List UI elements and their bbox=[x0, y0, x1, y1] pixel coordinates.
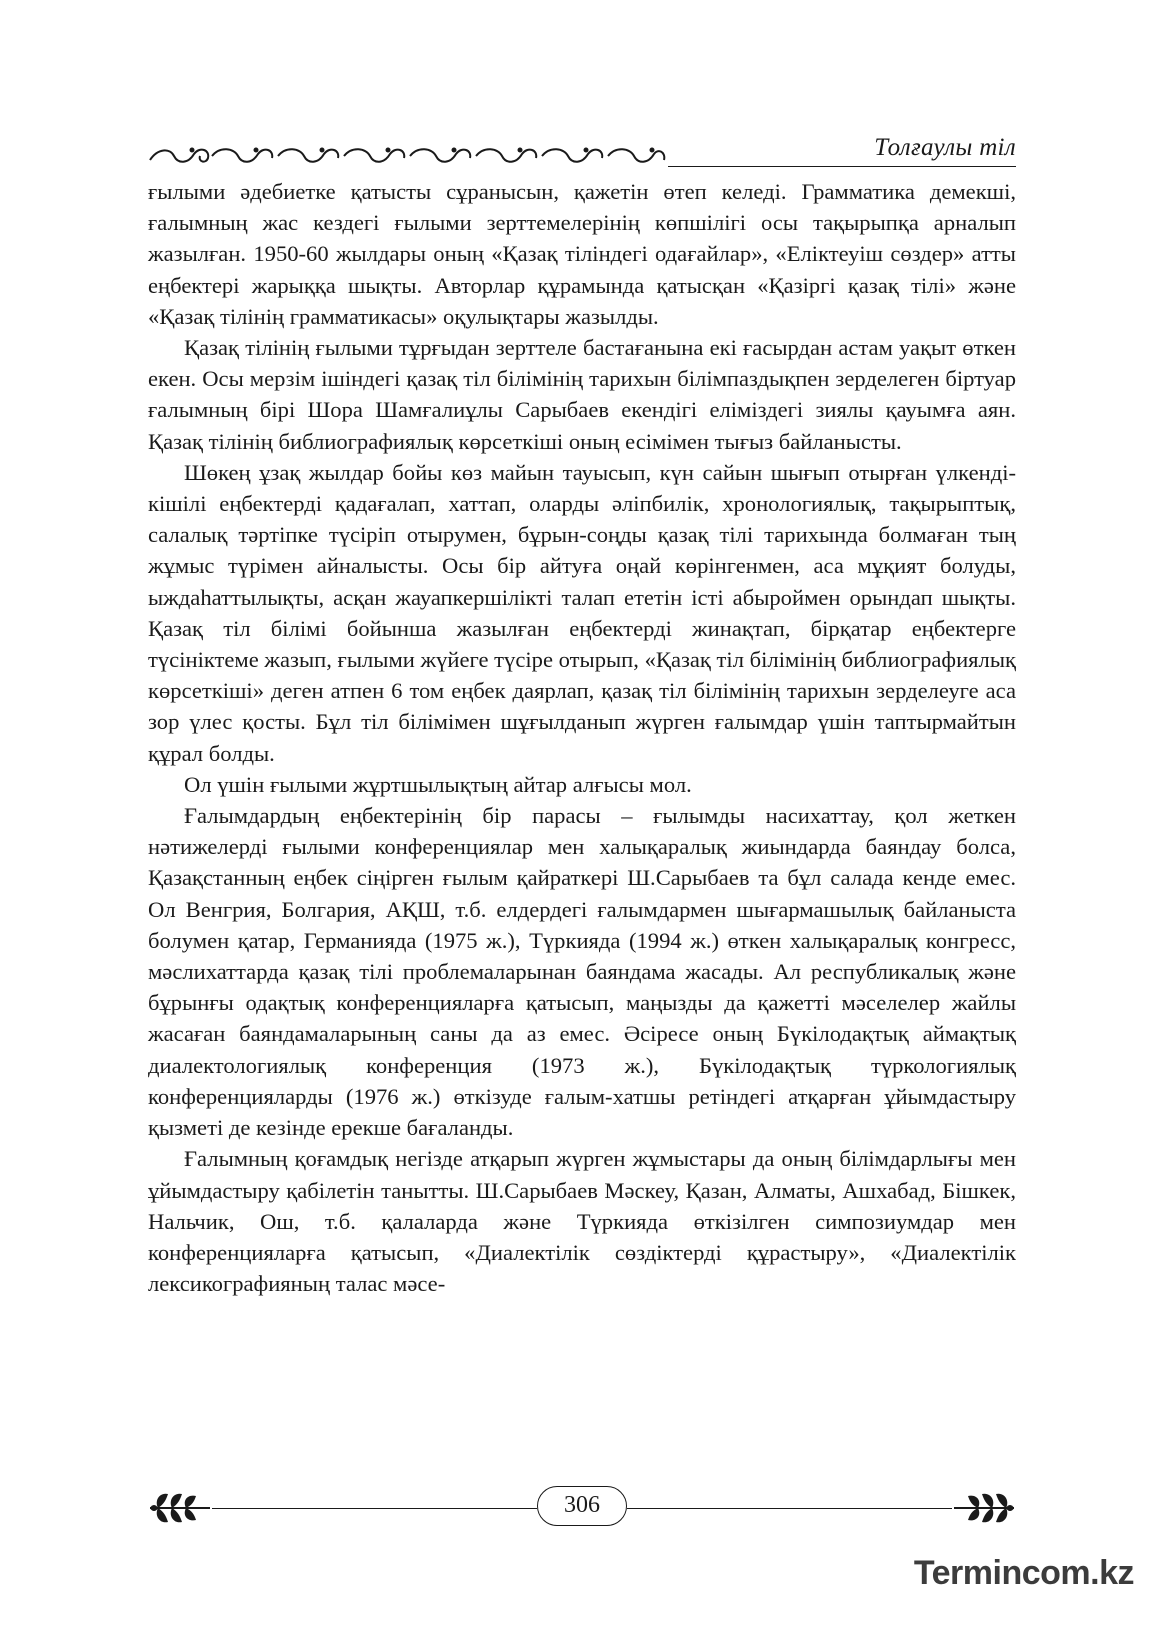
paragraph: Ғалымның қоғамдық негізде атқарып жүрген жұмыстары да оның білімдарлығы мен ұйымдастыру қабілетін танытты. Ш.Сарыбаев Мәскеу, Қазан, Алматы, Ашхабад, Бішкек, Нальчик, Ош, т.б. қалаларда және Түркияда өткізілген симпозиумдар мен конференцияларға қатысып, «Диалектілік сөздіктерді құрастыру», «Диалектілік лексикографияның талас мәсе- bbox=[148, 1146, 1016, 1297]
watermark-logo: Termincom.kz bbox=[913, 1554, 1134, 1592]
body-text bbox=[148, 176, 1016, 1299]
running-title: Толғаулы тіл bbox=[874, 134, 1016, 161]
footer-rule bbox=[627, 1508, 952, 1509]
scroll-ornament-icon bbox=[148, 142, 668, 168]
footer-rule bbox=[212, 1508, 537, 1509]
paragraph: Шөкең ұзақ жылдар бойы көз майын тауысып, күн сайын шығып отырған үлкенді-кішілі еңбектерді қадағалап, хаттап, оларды әліпбилік, хронологиялық, тақырыптық, салалық тәртіпке түсіріп отырумен, бұрын-соңды қазақ тілі тарихында болмаған тың жұмыс түрімен айналысты. Осы бір айтуға оңай көрінгенмен, аса мұқият болуды, ыждаһаттылықты, асқан жауапкершілікті талап ететін істі абыроймен орындап шықты. Қазақ тіл білімі бойынша жазылған еңбектерді жинақтап, бірқатар еңбектерге түсініктеме жазып, ғылыми жүйеге түсіре отырып, «Қазақ тіл білімінің библиографиялық көрсеткіші» деген атпен 6 том еңбек даярлап, қазақ тіл білімінің тарихын зерделеуге аса зор үлес қосты. Бұл тіл білімімен шұғылданып жүрген ғалымдар үшін таптырмайтын құрал болды. bbox=[148, 459, 1016, 766]
paragraph: Ғалымдардың еңбектерінің бір парасы – ғылымды насихаттау, қол жеткен нәтижелерді ғылыми конференциялар мен халықаралық жиындарда баяндау болса, Қазақстанның еңбек сіңірген ғылым қайраткері Ш.Сарыбаев та бұл салада кенде емес. Ол Венгрия, Болгария, АҚШ, т.б. елдердегі ғалымдармен шығармашылық байланыста болумен қатар, Германияда (1975 ж.), Түркияда (1994 ж.) өткен халықаралық конгресс, мәслихаттарда қазақ тілі проблемаларынан баяндама жасады. Ал республикалық және бұрынғы одақтық конференцияларға қатысып, маңызды да қажетті мәселелер жайлы жасаған баяндамаларының саны да аз емес. Әсіресе оның Бүкілодақтық аймақтық диалектологиялық конференция (1973 ж.), Бүкілодақтық түркологиялық конференцияларды (1976 ж.) өткізуде ғалым-хатшы ретіндегі атқарған ұйымдастыру қызметі де кезінде ерекше бағаланды. bbox=[148, 803, 1016, 1141]
paragraph: ғылыми әдебиетке қатысты сұранысын, қажетін өтеп келеді. Грамматика демекші, ғалымның жас кездегі ғылыми зерттемелерінің көпшілігі осы тақырыпқа арналып жазылған. 1950-60 жылдары оның «Қазақ тіліндегі одағайлар», «Еліктеуіш сөздер» атты еңбектері жарыққа шықты. Авторлар құрамында қатысқан «Қазіргі қазақ тілі» және «Қазақ тілінің грамматикасы» оқулықтары жазылды. bbox=[148, 179, 1016, 329]
header-rule bbox=[668, 166, 1016, 167]
paragraph: Қазақ тілінің ғылыми тұрғыдан зерттеле бастағанына екі ғасырдан астам уақыт өткен екен. Осы мерзім ішіндегі қазақ тіл білімінің тарихын білімпаздықпен зерделеген біртуар ғалымның бірі Шора Шамғалиұлы Сарыбаев екендігі еліміздегі зиялы қауымға аян. Қазақ тілінің библиографиялық көрсеткіші оның есімімен тығыз байланысты. bbox=[148, 335, 1016, 454]
leaf-ornament-icon bbox=[952, 1488, 1016, 1528]
page-footer bbox=[148, 1486, 1016, 1536]
page-number: 306 bbox=[537, 1486, 627, 1526]
leaf-ornament-icon bbox=[148, 1488, 212, 1528]
paragraph: Ол үшін ғылыми жұртшылықтың айтар алғысы мол. bbox=[184, 771, 692, 797]
page-header bbox=[148, 134, 1016, 170]
